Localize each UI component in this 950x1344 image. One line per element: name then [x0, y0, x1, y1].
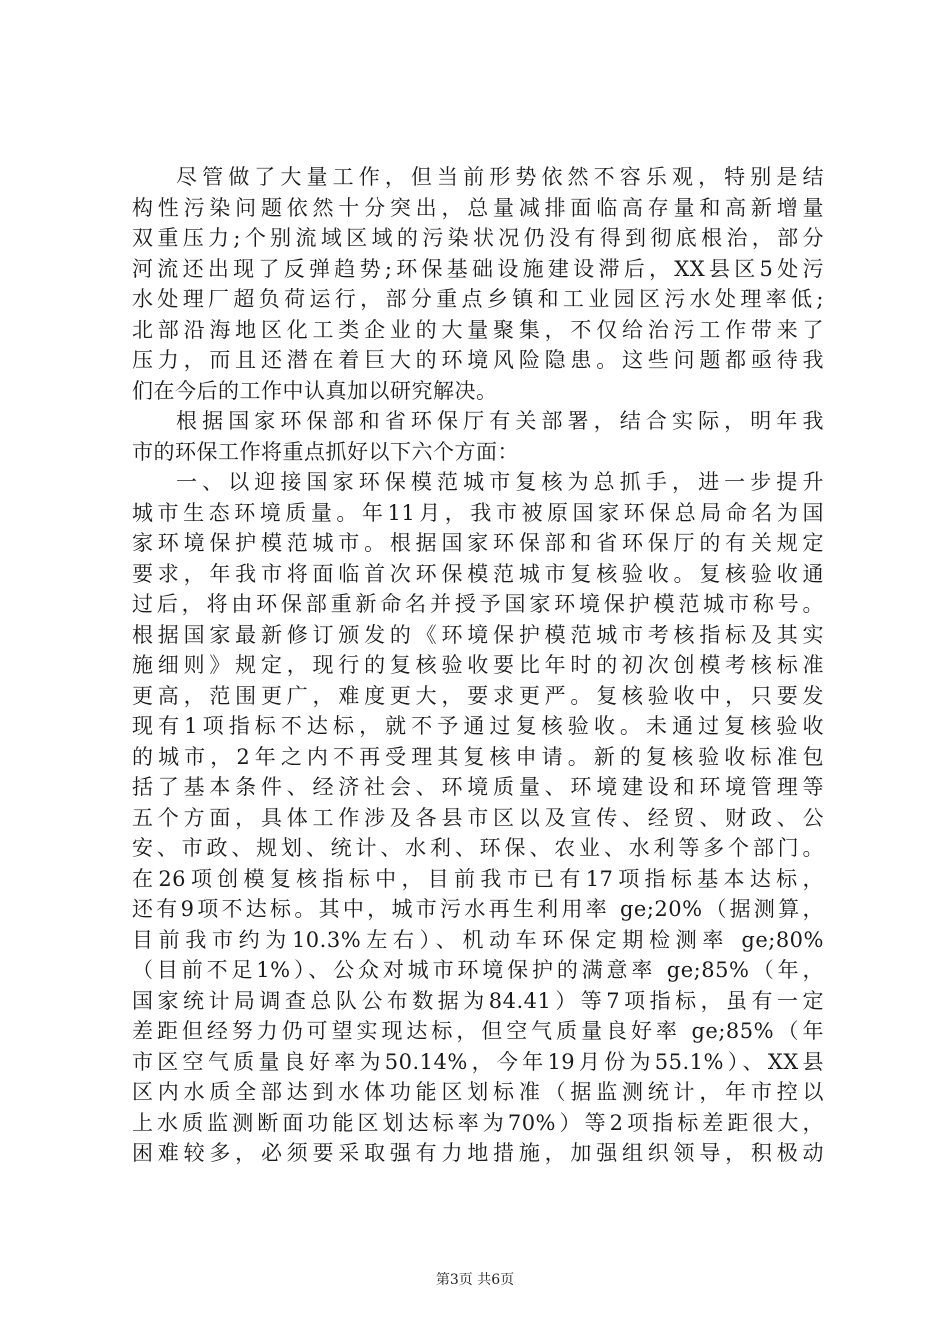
text-line: 在26项创模复核指标中，目前我市已有17项指标基本达标， [132, 866, 824, 891]
page-footer: 第3页 共6页 [435, 1272, 515, 1288]
text-line: 根据国家环保部和省环保厅有关部署，结合实际，明年我 [176, 409, 824, 433]
text-line: 困难较多，必须要采取强有力地措施，加强组织领导，积极动 [132, 1141, 824, 1165]
text-line: 水处理厂超负荷运行，部分重点乡镇和工业园区污水处理率低; [132, 287, 824, 311]
text-line: 双重压力;个别流域区域的污染状况仍没有得到彻底根治，部分 [132, 226, 824, 250]
text-line: 北部沿海地区化工类企业的大量聚集，不仅给治污工作带来了 [132, 317, 824, 342]
text-line: 括了基本条件、经济社会、环境质量、环境建设和环境管理等 [132, 775, 824, 799]
text-line: 一、以迎接国家环保模范城市复核为总抓手，进一步提升 [176, 470, 824, 494]
text-line: 构性污染问题依然十分突出，总量减排面临高存量和高新增量 [132, 195, 824, 220]
text-line: 目前我市约为10.3%左右）、机动车环保定期检测率 ge;80% [132, 927, 824, 952]
text-line: 过后，将由环保部重新命名并授予国家环境保护模范城市称号。 [132, 592, 824, 616]
text-line: 家环境保护模范城市。根据国家环保部和省环保厅的有关规定 [132, 531, 824, 555]
text-line: 差距但经努力仍可望实现达标，但空气质量良好率 ge;85%（年 [132, 1019, 824, 1043]
text-line: 们在今后的工作中认真加以研究解决。 [132, 378, 498, 403]
text-line: 根据国家最新修订颁发的《环境保护模范城市考核指标及其实 [132, 622, 824, 647]
document-body [132, 162, 824, 1169]
text-line: 尽管做了大量工作，但当前形势依然不容乐观，特别是结 [176, 165, 824, 189]
text-line: 施细则》规定，现行的复核验收要比年时的初次创模考核标准 [132, 653, 824, 677]
text-line: 要求，年我市将面临首次环保模范城市复核验收。复核验收通 [132, 561, 824, 586]
text-line: 上水质监测断面功能区划达标率为70%）等2项指标差距很大， [132, 1110, 824, 1135]
text-line: 安、市政、规划、统计、水利、环保、农业、水利等多个部门。 [132, 836, 824, 860]
text-line: 压力，而且还潜在着巨大的环境风险隐患。这些问题都亟待我 [132, 348, 824, 372]
text-line: 国家统计局调查总队公布数据为84.41）等7项指标，虽有一定 [132, 988, 824, 1013]
text-line: 市的环保工作将重点抓好以下六个方面： [132, 439, 519, 464]
text-line: 现有1项指标不达标，就不予通过复核验收。未通过复核验收 [132, 714, 824, 738]
text-line: （目前不足1%）、公众对城市环境保护的满意率 ge;85%（年， [132, 958, 824, 982]
text-line: 河流还出现了反弹趋势;环保基础设施建设滞后，XX县区5处污 [132, 256, 824, 281]
text-line: 城市生态环境质量。年11月，我市被原国家环保总局命名为国 [132, 500, 824, 525]
text-line: 更高，范围更广，难度更大，要求更严。复核验收中，只要发 [132, 683, 824, 708]
text-line: 区内水质全部达到水体功能区划标准（据监测统计，年市控以 [132, 1080, 824, 1104]
text-line: 五个方面，具体工作涉及各县市区以及宣传、经贸、财政、公 [132, 805, 824, 830]
text-line: 的城市，2年之内不再受理其复核申请。新的复核验收标准包 [132, 744, 824, 769]
text-line: 市区空气质量良好率为50.14%，今年19月份为55.1%）、XX县 [132, 1049, 824, 1074]
text-line: 还有9项不达标。其中，城市污水再生利用率 ge;20%（据测算， [132, 897, 824, 921]
